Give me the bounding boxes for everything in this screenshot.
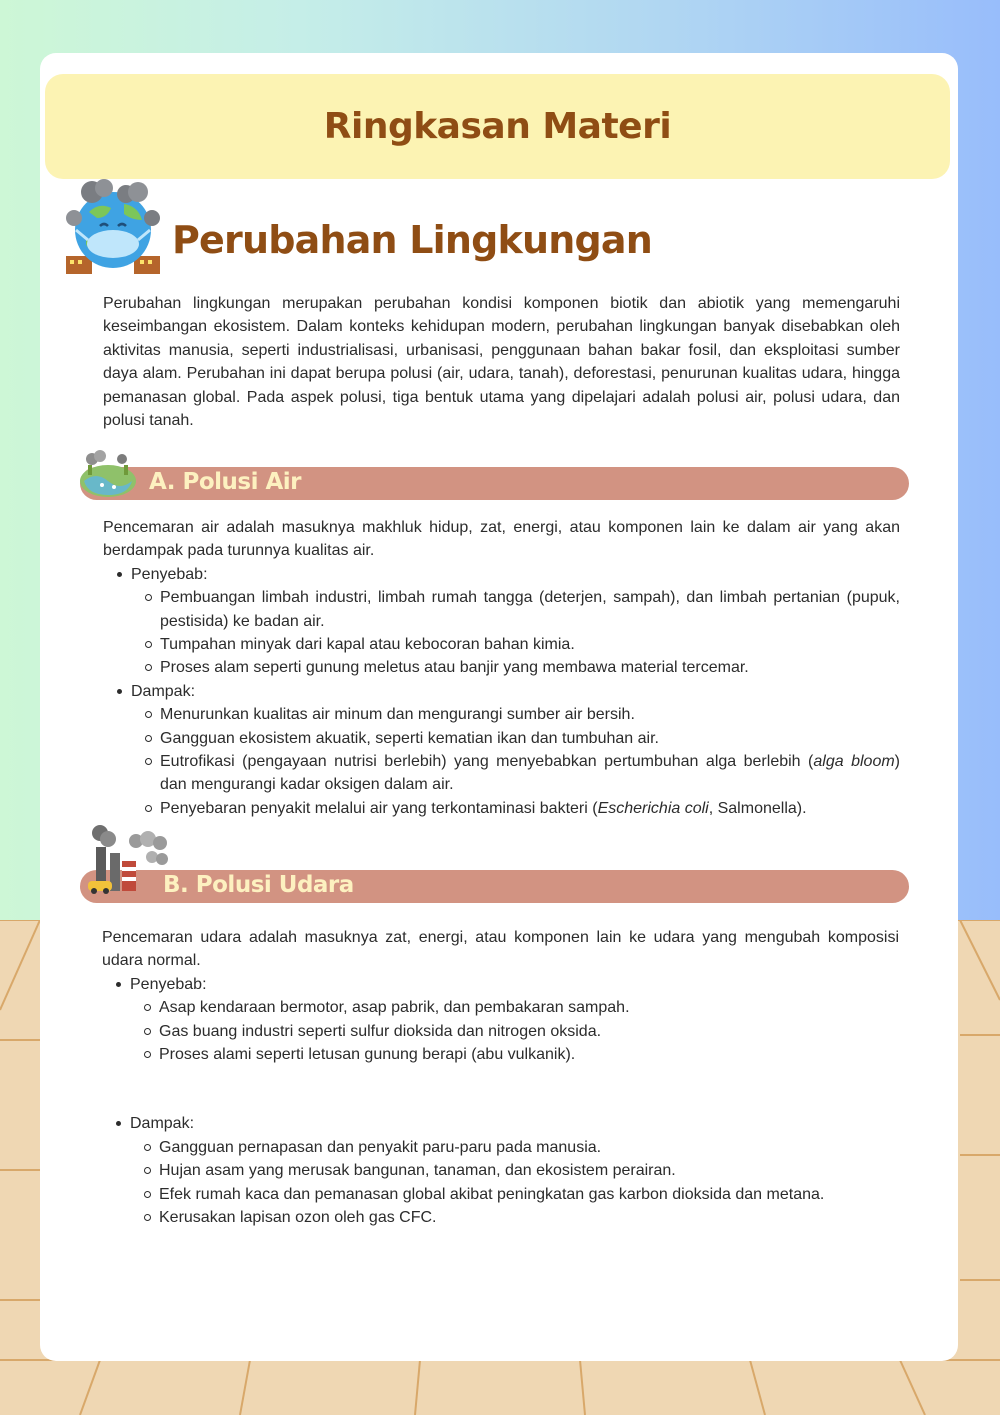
section-a-heading: A. Polusi Air [149, 469, 301, 495]
list-item: Proses alam seperti gunung meletus atau banjir yang membawa material tercemar. [131, 656, 900, 679]
list-item: Efek rumah kaca dan pemanasan global akibat peningkatan gas karbon dioksida dan metana. [130, 1183, 899, 1206]
impacts-list [131, 703, 900, 820]
impact-italic: Escherichia coli [597, 799, 709, 817]
section-b-list [102, 973, 899, 1067]
impact-italic: alga bloom [813, 753, 895, 771]
section-b-heading: B. Polusi Udara [163, 872, 354, 898]
spacer [102, 1066, 899, 1112]
main-heading: Perubahan Lingkungan [172, 218, 653, 262]
list-item [131, 797, 900, 820]
polluted-river-icon [78, 447, 138, 499]
causes-label: Penyebab: [131, 565, 208, 583]
impacts-label: Dampak: [131, 682, 196, 700]
list-item [131, 750, 900, 797]
impacts-list [130, 1136, 899, 1230]
list-item: Gas buang industri seperti sulfur dioksida dan nitrogen oksida. [130, 1020, 899, 1043]
impact-text: Penyebaran penyakit melalui air yang terkontaminasi bakteri ( [160, 799, 598, 817]
section-b-list-impacts [102, 1112, 899, 1229]
list-item: Gangguan ekosistem akuatik, seperti kematian ikan dan tumbuhan air. [131, 727, 900, 750]
section-a-definition: Pencemaran air adalah masuknya makhluk hidup, zat, energi, atau komponen lain ke dalam air yang akan berdampak pada turunnya kualitas air. [103, 519, 900, 560]
list-item: Menurunkan kualitas air minum dan mengurangi sumber air bersih. [131, 703, 900, 726]
list-item [102, 1112, 899, 1229]
section-a-list [103, 563, 900, 820]
section-a-header [80, 467, 909, 500]
causes-label: Penyebab: [130, 975, 207, 993]
causes-list [130, 996, 899, 1066]
page-title: Ringkasan Materi [323, 106, 672, 147]
list-item [102, 973, 899, 1067]
list-item: Gangguan pernapasan dan penyakit paru-paru pada manusia. [130, 1136, 899, 1159]
list-item: Kerusakan lapisan ozon oleh gas CFC. [130, 1206, 899, 1229]
section-a-content [103, 516, 900, 820]
impact-text: , Salmonella). [708, 799, 807, 817]
list-item [103, 563, 900, 680]
list-item: Hujan asam yang merusak bangunan, tanaman, dan ekosistem perairan. [130, 1159, 899, 1182]
list-item: Pembuangan limbah industri, limbah rumah tangga (deterjen, sampah), dan limbah pertanian (pupuk, pestisida) ke badan air. [131, 586, 900, 633]
title-banner [45, 74, 950, 179]
section-b-header [80, 870, 909, 903]
impacts-label: Dampak: [130, 1115, 195, 1133]
polluted-earth-icon [64, 178, 162, 278]
list-item: Proses alami seperti letusan gunung berapi (abu vulkanik). [130, 1043, 899, 1066]
list-item: Tumpahan minyak dari kapal atau kebocoran bahan kimia. [131, 633, 900, 656]
section-b-definition: Pencemaran udara adalah masuknya zat, energi, atau komponen lain ke udara yang mengubah komposisi udara normal. [102, 929, 899, 970]
list-item: Asap kendaraan bermotor, asap pabrik, dan pembakaran sampah. [130, 996, 899, 1019]
section-b-content [102, 926, 899, 1229]
causes-list [131, 586, 900, 680]
intro-paragraph: Perubahan lingkungan merupakan perubahan kondisi komponen biotik dan abiotik yang memengaruhi keseimbangan ekosistem. Dalam konteks kehidupan modern, perubahan lingkungan banyak disebabkan oleh aktivitas manusia, seperti industrialisasi, urbanisasi, penggunaan bahan bakar fosil, dan eksploitasi sumber daya alam. Perubahan ini dapat berupa polusi (air, udara, tanah), deforestasi, penurunan kualitas udara, hingga pemanasan global. Pada aspek polusi, tiga bentuk utama yang dipelajari adalah polusi air, polusi udara, dan polusi tanah. [103, 295, 900, 430]
factory-smoke-icon [82, 823, 172, 895]
impact-text: ) dan mengurangi kadar oksigen dalam air. [160, 753, 900, 794]
impact-text: Eutrofikasi (pengayaan nutrisi berlebih) yang menyebabkan pertumbuhan alga berlebih ( [160, 753, 814, 771]
list-item [103, 680, 900, 820]
